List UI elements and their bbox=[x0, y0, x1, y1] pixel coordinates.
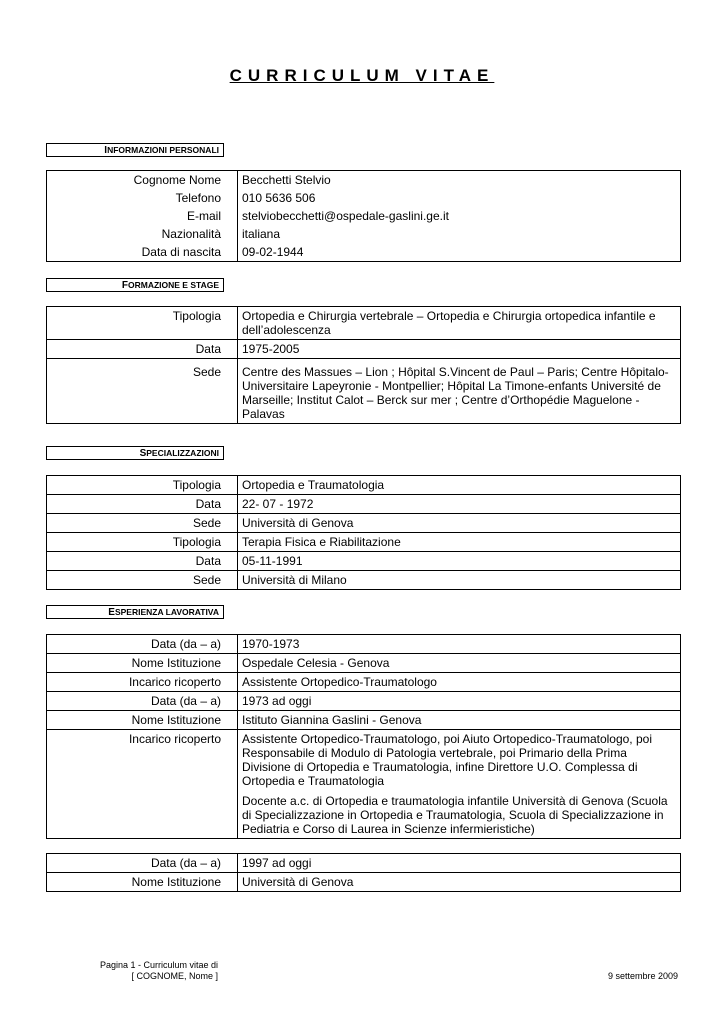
row-label: Cognome Nome bbox=[47, 171, 226, 190]
row-label: Incarico ricoperto bbox=[47, 730, 226, 839]
experience-table-2 bbox=[46, 853, 681, 892]
row-value: Centre des Massues – Lion ; Hôpital S.Vincent de Paul – Paris; Centre Hôpitalo-Universitaire Lapeyronie - Montpellier; Hôpital La Timone-enfants Université de Marseille; Institut Calot – Berck sur mer ; Centre d’Orthopédie Maguelone - Palavas bbox=[238, 359, 681, 424]
teaching-description: Docente a.c. di Ortopedia e traumatologia infantile Università di Genova (Scuola di Specializzazione in Ortopedia e Traumatologia, Scuola di Specializzazione in Pediatria e Corso di Laurea in Scienze infermieristiche) bbox=[242, 794, 668, 836]
row-label: Data (da – a) bbox=[47, 692, 226, 711]
row-value: italiana bbox=[238, 225, 681, 243]
row-value bbox=[238, 730, 681, 839]
row-value: 1975-2005 bbox=[238, 340, 681, 359]
row-label: Data bbox=[47, 495, 226, 514]
page-title: CURRICULUM VITAE bbox=[229, 66, 495, 85]
row-value: Istituto Giannina Gaslini - Genova bbox=[238, 711, 681, 730]
row-label: Sede bbox=[47, 359, 226, 424]
row-label: Tipologia bbox=[47, 307, 226, 340]
row-value: Università di Genova bbox=[238, 873, 681, 892]
row-value: 010 5636 506 bbox=[238, 189, 681, 207]
section-heading-specializations: SPECIALIZZAZIONI bbox=[46, 446, 224, 460]
row-value: Becchetti Stelvio bbox=[238, 171, 681, 190]
row-label: Sede bbox=[47, 571, 226, 590]
section-heading-personal: INFORMAZIONI PERSONALI bbox=[46, 143, 224, 157]
row-value: Terapia Fisica e Riabilitazione bbox=[238, 533, 681, 552]
row-value: 09-02-1944 bbox=[238, 243, 681, 262]
row-label: Telefono bbox=[47, 189, 226, 207]
row-value: 1973 ad oggi bbox=[238, 692, 681, 711]
footer-date: 9 settembre 2009 bbox=[607, 971, 678, 981]
row-label: Nome Istituzione bbox=[47, 711, 226, 730]
row-value: 1970-1973 bbox=[238, 635, 681, 654]
section-heading-experience: ESPERIENZA LAVORATIVA bbox=[46, 605, 224, 619]
row-value: Ortopedia e Traumatologia bbox=[238, 476, 681, 495]
row-label: Tipologia bbox=[47, 476, 226, 495]
row-value: Ospedale Celesia - Genova bbox=[238, 654, 681, 673]
email-value: stelviobecchetti@ospedale-gaslini.ge.it bbox=[238, 207, 681, 225]
row-label: Nazionalità bbox=[47, 225, 226, 243]
row-label: Data bbox=[47, 340, 226, 359]
row-value: Assistente Ortopedico-Traumatologo bbox=[238, 673, 681, 692]
row-value: Ortopedia e Chirurgia vertebrale – Ortopedia e Chirurgia ortopedica infantile e dell’adolescenza bbox=[238, 307, 681, 340]
row-label: Nome Istituzione bbox=[47, 873, 226, 892]
row-label: Data bbox=[47, 552, 226, 571]
row-label: Sede bbox=[47, 514, 226, 533]
footer-line-2: [ COGNOME, Nome ] bbox=[131, 971, 218, 981]
section-heading-training: FORMAZIONE E STAGE bbox=[46, 278, 224, 292]
role-description: Assistente Ortopedico-Traumatologo, poi Aiuto Ortopedico-Traumatologo, poi Responsabile di Modulo di Patologia vertebrale, poi Primario della Prima Divisione di Ortopedia e Traumatologia, infine Direttore U.O. Complessa di Ortopedia e Traumatologia bbox=[242, 732, 652, 788]
footer-page-info bbox=[80, 960, 218, 982]
experience-table bbox=[46, 634, 681, 839]
personal-info-table bbox=[46, 170, 681, 262]
row-label: Incarico ricoperto bbox=[47, 673, 226, 692]
row-label: Data (da – a) bbox=[47, 854, 226, 873]
row-label: Data di nascita bbox=[47, 243, 226, 262]
row-label: Nome Istituzione bbox=[47, 654, 226, 673]
row-value: Università di Milano bbox=[238, 571, 681, 590]
row-value: Università di Genova bbox=[238, 514, 681, 533]
footer-line-1: Pagina 1 - Curriculum vitae di bbox=[99, 960, 218, 970]
row-value: 22- 07 - 1972 bbox=[238, 495, 681, 514]
specializations-table bbox=[46, 475, 681, 590]
row-value: 1997 ad oggi bbox=[238, 854, 681, 873]
row-label: E-mail bbox=[47, 207, 226, 225]
training-table bbox=[46, 306, 681, 424]
row-label: Data (da – a) bbox=[47, 635, 226, 654]
row-value: 05-11-1991 bbox=[238, 552, 681, 571]
row-label: Tipologia bbox=[47, 533, 226, 552]
